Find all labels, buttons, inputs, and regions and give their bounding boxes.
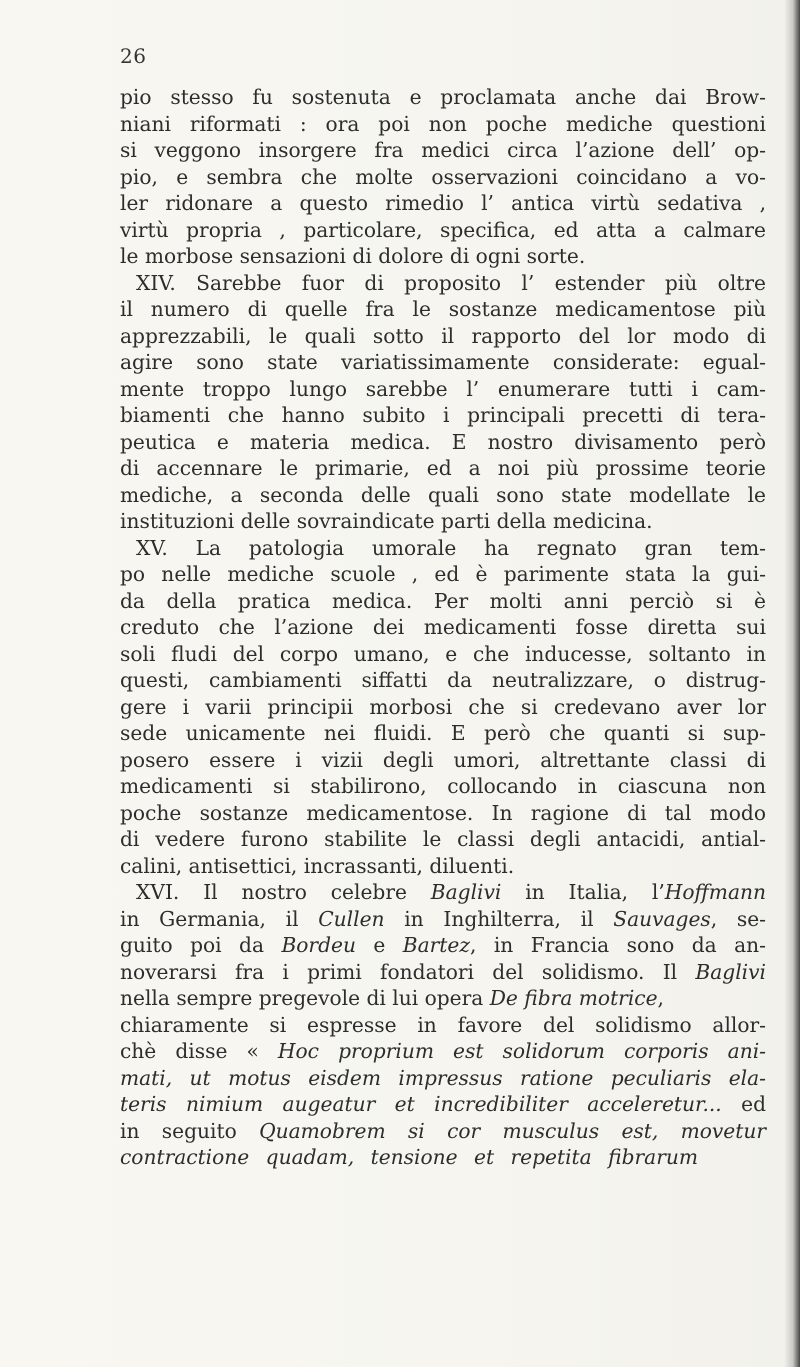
text-span: , <box>657 986 664 1010</box>
latin-quote: contractione quadam, tensione et repetita fibrarum <box>120 1145 698 1169</box>
text-line: di accennare le primarie, ed a noi più prossime teorie <box>120 456 766 480</box>
text-span: in Inghilterra, il <box>384 906 614 931</box>
text-line <box>120 879 766 906</box>
italic-name: Hoffmann <box>664 880 766 904</box>
text-line: mediche, a seconda delle quali sono state modellate le <box>120 482 766 507</box>
text-line: il numero di quelle fra le sostanze medicamentose più <box>120 297 766 321</box>
text-line: questi, cambiamenti siffatti da neutralizzare, o distrug- <box>120 668 766 692</box>
text-line <box>120 1012 766 1039</box>
text-span: in Germania, il <box>120 906 319 931</box>
latin-quote: mati, ut motus eisdem impressus ratione peculiaris ela- <box>120 1065 766 1090</box>
text-line: si veggono insorgere fra medici circa l’azione dell’ op- <box>120 138 766 162</box>
text-line <box>120 1065 766 1092</box>
latin-quote: Hoc proprium est solidorum corporis ani- <box>277 1039 766 1063</box>
text-line: le morbose sensazioni di dolore di ogni sorte. <box>120 244 586 268</box>
text-span: guito poi da <box>120 933 282 957</box>
text-line: da della pratica medica. Per molti anni perciò si è <box>120 588 766 613</box>
text-line: ler ridonare a questo rimedio l’ antica virtù sedativa , <box>120 191 766 215</box>
text-span: in seguito <box>120 1118 260 1143</box>
text-line: sede unicamente nei fluidi. E però che quanti si sup- <box>120 721 766 745</box>
text-line: mente troppo lungo sarebbe l’ enumerare tutti i cam- <box>120 376 766 401</box>
text-line <box>120 906 766 933</box>
page-edge-shadow <box>784 0 800 1367</box>
text-line: creduto che l’azione dei medicamenti fosse diretta sui <box>120 615 766 639</box>
italic-name: Baglivi <box>430 880 502 904</box>
text-span: XVI. Il nostro celebre <box>136 880 431 904</box>
italic-name: Sauvages <box>613 906 711 931</box>
text-span: chè disse « <box>120 1039 278 1063</box>
text-line <box>120 1091 766 1118</box>
italic-name: Bordeu <box>281 933 356 957</box>
text-span: in Italia, l’ <box>501 880 665 904</box>
text-span: , se- <box>710 906 767 931</box>
text-line: XIV. Sarebbe fuor di proposito l’ estender più oltre <box>136 270 766 295</box>
page-number: 26 <box>120 44 147 68</box>
text-line <box>120 1038 766 1065</box>
text-span: , in Francia sono da an- <box>469 933 766 957</box>
body-text <box>120 84 766 1171</box>
italic-name: Baglivi <box>695 959 766 984</box>
text-line: XV. La patologia umorale ha regnato gran tem- <box>136 535 766 560</box>
text-line: po nelle mediche scuole , ed è parimente stata la gui- <box>120 562 766 586</box>
text-line: niani riformati : ora poi non poche mediche questioni <box>120 111 766 136</box>
text-line: instituzioni delle sovraindicate parti della medicina. <box>120 509 653 533</box>
text-line <box>120 1118 766 1145</box>
latin-quote: teris nimium augeatur et incredibiliter acceleretur... <box>120 1092 722 1116</box>
latin-quote: Quamobrem si cor musculus est, movetur <box>259 1118 767 1143</box>
text-span: e <box>355 933 403 957</box>
text-line: biamenti che hanno subito i principali precetti di tera- <box>120 403 766 427</box>
text-line: medicamenti si stabilirono, collocando in ciascuna non <box>120 774 766 798</box>
text-line: apprezzabili, le quali sotto il rapporto del lor modo di <box>120 323 766 348</box>
text-span: chiaramente si espresse in favore del solidismo allor- <box>120 1012 766 1037</box>
text-line: calini, antisettici, incrassanti, diluenti. <box>120 853 515 878</box>
text-span: nella sempre pregevole di lui opera <box>120 986 490 1010</box>
text-line: di vedere furono stabilite le classi degli antacidi, antial- <box>120 827 766 851</box>
italic-name: Cullen <box>318 906 385 931</box>
text-line: poche sostanze medicamentose. In ragione di tal modo <box>120 800 766 825</box>
text-line: virtù propria , particolare, specifica, ed atta a calmare <box>120 217 766 242</box>
text-line: agire sono state variatissimamente considerate: egual- <box>120 350 766 374</box>
text-line <box>120 985 766 1012</box>
text-span: ed <box>721 1092 766 1116</box>
text-span: noverarsi fra i primi fondatori del solidismo. Il <box>120 959 696 984</box>
text-line <box>120 959 766 986</box>
text-line: posero essere i vizii degli umori, altrettante classi di <box>120 747 766 772</box>
text-line: peutica e materia medica. E nostro divisamento però <box>120 429 766 454</box>
text-line <box>120 932 766 959</box>
text-line: pio, e sembra che molte osservazioni coincidano a vo- <box>120 164 766 189</box>
text-line <box>120 1144 698 1171</box>
text-line: soli fludi del corpo umano, e che inducesse, soltanto in <box>120 641 766 666</box>
text-line: gere i varii principii morbosi che si credevano aver lor <box>120 694 766 719</box>
text-line: pio stesso fu sostenuta e proclamata anche dai Brow- <box>120 85 766 109</box>
italic-name: Bartez <box>402 933 470 957</box>
italic-title: De fibra motrice <box>489 986 658 1010</box>
